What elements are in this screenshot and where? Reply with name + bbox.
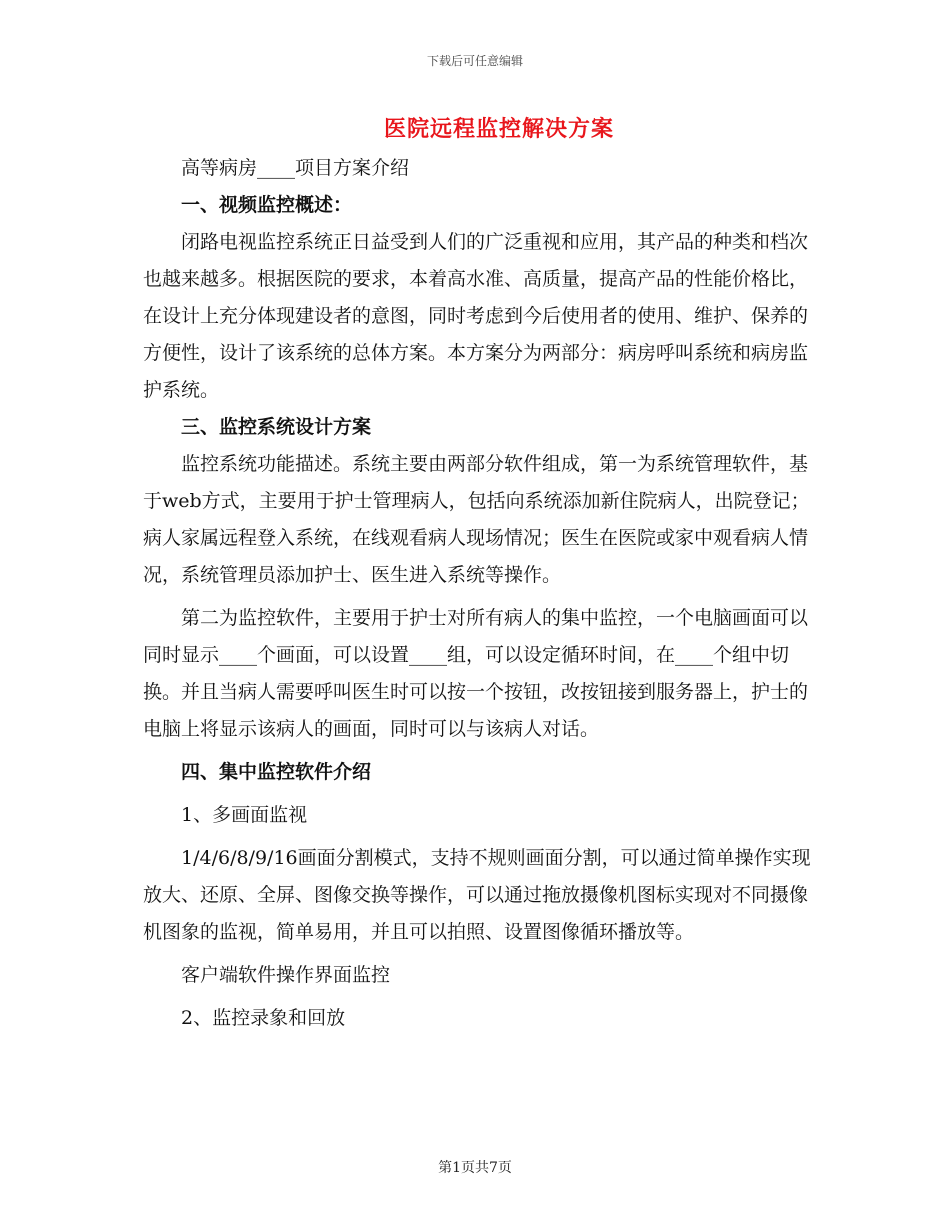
document-body xyxy=(143,150,811,1037)
section-heading-software: 四、集中监控软件介绍 xyxy=(181,761,372,783)
subheading-multi-view: 1、多画面监视 xyxy=(181,804,308,826)
project-intro-line: 高等病房____项目方案介绍 xyxy=(181,157,410,179)
header-note: 下载后可任意编辑 xyxy=(426,54,523,68)
document-title: 医院远程监控解决方案 xyxy=(383,116,614,142)
paragraph-design-1: 监控系统功能描述。系统主要由两部分软件组成，第一为系统管理软件，基于web方式，主要用于护士管理病人，包括向系统添加新住院病人，出院登记；病人家属远程登入系统，在线观看病人现场情况；医生在医院或家中观看病人情况，系统管理员添加护士、医生进入系统等操作。 xyxy=(143,453,810,586)
caption-client-ui: 客户端软件操作界面监控 xyxy=(181,964,391,986)
page-number: 第1页共7页 xyxy=(438,1160,512,1176)
paragraph-design-2: 第二为监控软件，主要用于护士对所有病人的集中监控，一个电脑画面可以同时显示____个画面，可以设置____组，可以设定循环时间，在____个组中切换。并且当病人需要呼叫医生时可以按一个按钮，改按钮接到服务器上，护士的电脑上将显示该病人的画面，同时可以与该病人对话。 xyxy=(143,607,809,740)
subheading-recording: 2、监控录象和回放 xyxy=(181,1007,346,1029)
section-heading-overview: 一、视频监控概述： xyxy=(181,194,353,216)
paragraph-overview: 闭路电视监控系统正日益受到人们的广泛重视和应用，其产品的种类和档次也越来越多。根据医院的要求，本着高水准、高质量，提高产品的性能价格比，在设计上充分体现建设者的意图，同时考虑到今后使用者的使用、维护、保养的方便性，设计了该系统的总体方案。本方案分为两部分：病房呼叫系统和病房监护系统。 xyxy=(143,231,809,401)
section-heading-design: 三、监控系统设计方案 xyxy=(181,416,372,438)
paragraph-multi-view: 1/4/6/8/9/16画面分割模式，支持不规则画面分割，可以通过简单操作实现放大、还原、全屏、图像交换等操作，可以通过拖放摄像机图标实现对不同摄像机图象的监视，简单易用，并且可以拍照、设置图像循环播放等。 xyxy=(143,847,811,943)
